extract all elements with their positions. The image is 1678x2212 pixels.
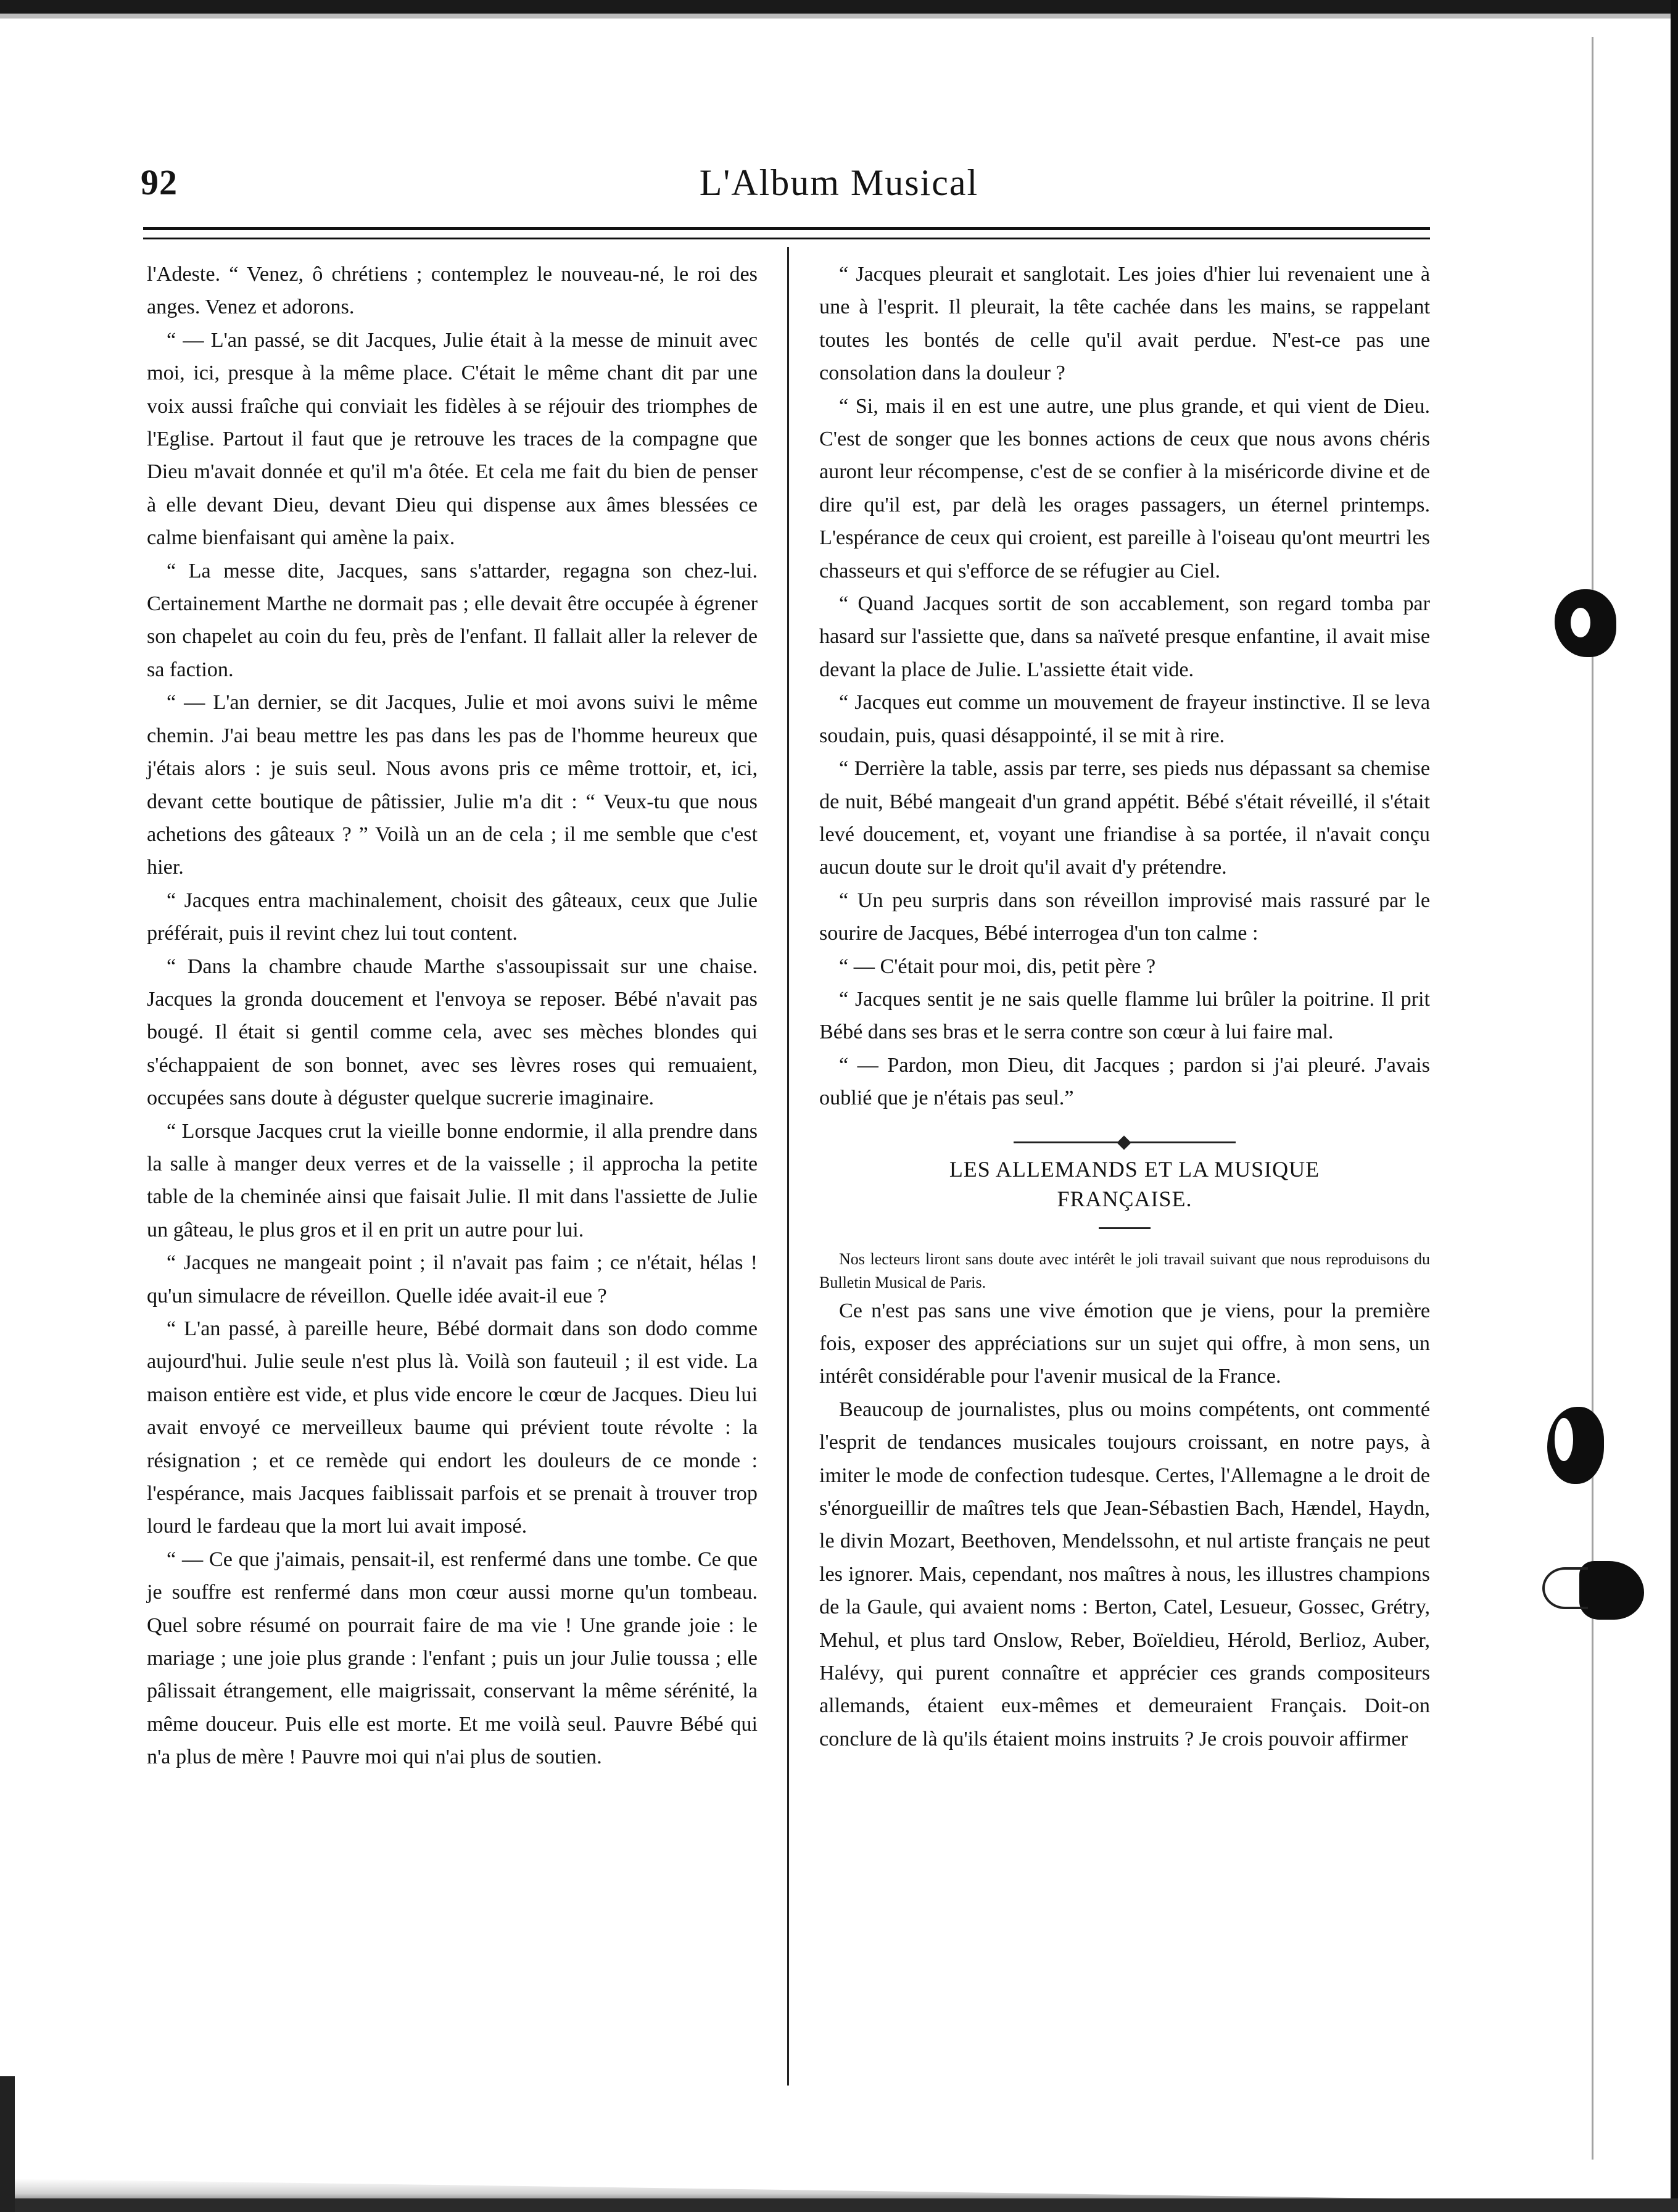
paragraph: “ — Pardon, mon Dieu, dit Jacques ; pardon si j'ai pleuré. J'avais oublié que je n'étais pas seul.” xyxy=(819,1053,1430,1110)
paragraph: “ Dans la chambre chaude Marthe s'assoupissait sur une chaise. Jacques la gronda doucement et l'envoya se reposer. Bébé n'avait pas bougé. Il était si gentil comme cela, avec ses mèches blondes qui s'échappaient de son bonnet, avec ses lèvres roses qui remuaient, occupées sans doute à déguster quelque sucrerie imaginaire. xyxy=(147,955,758,1110)
paragraph: l'Adeste. “ Venez, ô chrétiens ; contemplez le nouveau-né, le roi des anges. Venez et adorons. xyxy=(147,263,758,319)
binding-hole xyxy=(1547,1407,1604,1484)
paragraph: “ La messe dite, Jacques, sans s'attarder, regagna son chez-lui. Certainement Marthe ne dormait pas ; elle devait être occupée à égrener son chapelet au coin du feu, près de l'enfant. Il fallait aller la relever de sa faction. xyxy=(147,559,758,681)
journal-title: L'Album Musical xyxy=(699,162,979,203)
editor-note: Nos lecteurs liront sans doute avec intérêt le joli travail suivant que nous reproduisons du Bulletin Musical de Paris. xyxy=(819,1249,1430,1291)
scan-edge-corner xyxy=(0,2076,15,2212)
paragraph: “ Jacques sentit je ne sais quelle flamme lui brûler la poitrine. Il prit Bébé dans ses bras et le serra contre son cœur à lui faire mal. xyxy=(819,987,1430,1044)
paragraph: Ce n'est pas sans une vive émotion que je viens, pour la première fois, exposer des appréciations sur un sujet qui offre, à mon sens, un intérêt considérable pour l'avenir musical de la France. xyxy=(819,1299,1430,1388)
scan-edge-shadow xyxy=(0,14,1678,19)
binding-line xyxy=(1592,37,1593,2160)
section-title xyxy=(819,1154,1430,1214)
scan-edge-top xyxy=(0,0,1678,14)
paragraph: “ Lorsque Jacques crut la vieille bonne endormie, il alla prendre dans la salle à manger deux verres et de la vaisselle ; il approcha la petite table de la cheminée ainsi que faisait Julie. Il mit dans l'assiette de Julie un gâteau, le plus gros et il en prit un autre pour lui. xyxy=(147,1119,758,1241)
paragraph: “ Derrière la table, assis par terre, ses pieds nus dépassant sa chemise de nuit, Bébé mangeait d'un grand appétit. Bébé s'était réveillé, il s'était levé doucement, et, voyant une friandise à sa portée, il n'avait conçu aucun doute sur le droit qu'il avait d'y prétendre. xyxy=(819,757,1430,879)
section-rule xyxy=(1099,1227,1151,1229)
binding-hole xyxy=(1555,589,1616,657)
paragraph: Beaucoup de journalistes, plus ou moins compétents, ont commenté l'esprit de tendances musicales toujours croissant, en notre pays, à imiter le mode de confection tudesque. Certes, l'Allemagne a le droit de s'énorgueillir de maîtres tels que Jean-Sébastien Bach, Hændel, Haydn, le divin Mozart, Beethoven, Mendelssohn, et nul artiste français ne peut les ignorer. Mais, cependant, nos maîtres à nous, les illustres champions de la Gaule, qui avaient noms : Berton, Catel, Lesueur, Gossec, Grétry, Mehul, et plus tard Onslow, Reber, Boïeldieu, Hérold, Berlioz, Auber, Halévy, qui purent connaître et apprécier ces grands compositeurs allemands, étaient eux-mêmes et demeuraient Français. Doit-on conclure de là qu'ils étaient moins instruits ? Je crois pouvoir affirmer xyxy=(819,1398,1430,1750)
section-title-line: FRANÇAISE. xyxy=(1057,1186,1192,1211)
paragraph: “ Jacques entra machinalement, choisit des gâteaux, ceux que Julie préférait, puis il revint chez lui tout content. xyxy=(147,889,758,945)
paragraph: “ Jacques eut comme un mouvement de frayeur instinctive. Il se leva soudain, puis, quasi désappointé, il se mit à rire. xyxy=(819,691,1430,747)
scan-edge-bottom xyxy=(0,2198,1678,2212)
header-rule xyxy=(143,238,1430,239)
paragraph: “ Jacques pleurait et sanglotait. Les joies d'hier lui revenaient une à une à l'esprit. Il pleurait, la tête cachée dans les mains, se rappelant toutes les bontés de celle qu'il avait perdue. N'est-ce pas une consolation dans la douleur ? xyxy=(819,263,1430,385)
section-ornament xyxy=(1014,1136,1236,1148)
paragraph: “ Quand Jacques sortit de son accablement, son regard tomba par hasard sur l'assiette que, dans sa naïveté presque enfantine, il avait mise devant la place de Julie. L'assiette était vide. xyxy=(819,592,1430,681)
paragraph: “ — L'an dernier, se dit Jacques, Julie et moi avons suivi le même chemin. J'ai beau mettre les pas dans les pas de l'homme heureux que j'étais alors : je suis seul. Nous avons pris ce même trottoir, et, ici, devant cette boutique de pâtissier, Julie m'a dit : “ Veux-tu que nous achetions des gâteaux ? ” Voilà un an de cela ; il me semble que c'est hier. xyxy=(147,691,758,879)
page-number: 92 xyxy=(141,162,178,202)
paragraph: “ — C'était pour moi, dis, petit père ? xyxy=(839,955,1156,978)
right-column xyxy=(819,258,1430,1755)
paragraph: “ L'an passé, à pareille heure, Bébé dormait dans son dodo comme aujourd'hui. Julie seule n'est plus là. Voilà son fauteuil ; il est vide. La maison entière est vide, et plus vide encore le cœur de Jacques. Dieu lui avait envoyé ce merveilleux baume qui prévient toute révolte : la résignation ; et ce remède qui endort les douleurs de ce monde : l'espérance, mais Jacques faiblissait parfois et se prenait à trouver trop lourd le fardeau que la mort lui avait imposé. xyxy=(147,1317,758,1538)
binding-hole xyxy=(1579,1561,1644,1620)
paragraph: “ — Ce que j'aimais, pensait-il, est renfermé dans une tombe. Ce que je souffre est renfermé dans mon cœur aussi morne qu'un tombeau. Quel sobre résumé on pourrait faire de ma vie ! Une grande joie : le mariage ; une joie plus grande : l'enfant ; puis un jour Julie toussa ; elle pâlissait étrangement, elle maigrissait, conservant la même sérénité, la même douceur. Puis elle est morte. Et me voilà seul. Pauvre Bébé qui n'a plus de mère ! Pauvre moi qui n'ai plus de soutien. xyxy=(147,1547,758,1769)
header-rule xyxy=(143,227,1430,230)
scan-edge-right xyxy=(1671,0,1678,2212)
paragraph: “ — L'an passé, se dit Jacques, Julie était à la messe de minuit avec moi, ici, presque à la même place. C'était le même chant dit par une voix aussi fraîche qui conviait les fidèles à se réjouir des triomphes de l'Eglise. Partout il faut que je retrouve les traces de la compagne que Dieu m'avait donnée et qu'il m'a ôtée. Et cela me fait du bien de penser à elle devant Dieu, devant Dieu qui dispense aux âmes blessées ce calme bienfaisant qui amène la paix. xyxy=(147,328,758,550)
paragraph: “ Un peu surpris dans son réveillon improvisé mais rassuré par le sourire de Jacques, Bébé interrogea d'un ton calme : xyxy=(819,889,1430,945)
column-divider xyxy=(787,247,789,2086)
left-column xyxy=(147,258,758,1774)
paragraph: “ Jacques ne mangeait point ; il n'avait pas faim ; ce n'était, hélas ! qu'un simulacre de réveillon. Quelle idée avait-il eue ? xyxy=(147,1251,758,1307)
section-title-line: LES ALLEMANDS ET LA MUSIQUE xyxy=(949,1156,1320,1182)
paragraph: “ Si, mais il en est une autre, une plus grande, et qui vient de Dieu. C'est de songer que les bonnes actions de ceux que nous avons chéris auront leur récompense, c'est de se confier à la miséricorde divine et de dire qu'il est, par delà les orages passagers, un éternel printemps. L'espérance de ceux qui croient, est pareille à l'oiseau qu'ont meurtri les chasseurs et qui s'efforce de se réfugier au Ciel. xyxy=(819,394,1430,582)
